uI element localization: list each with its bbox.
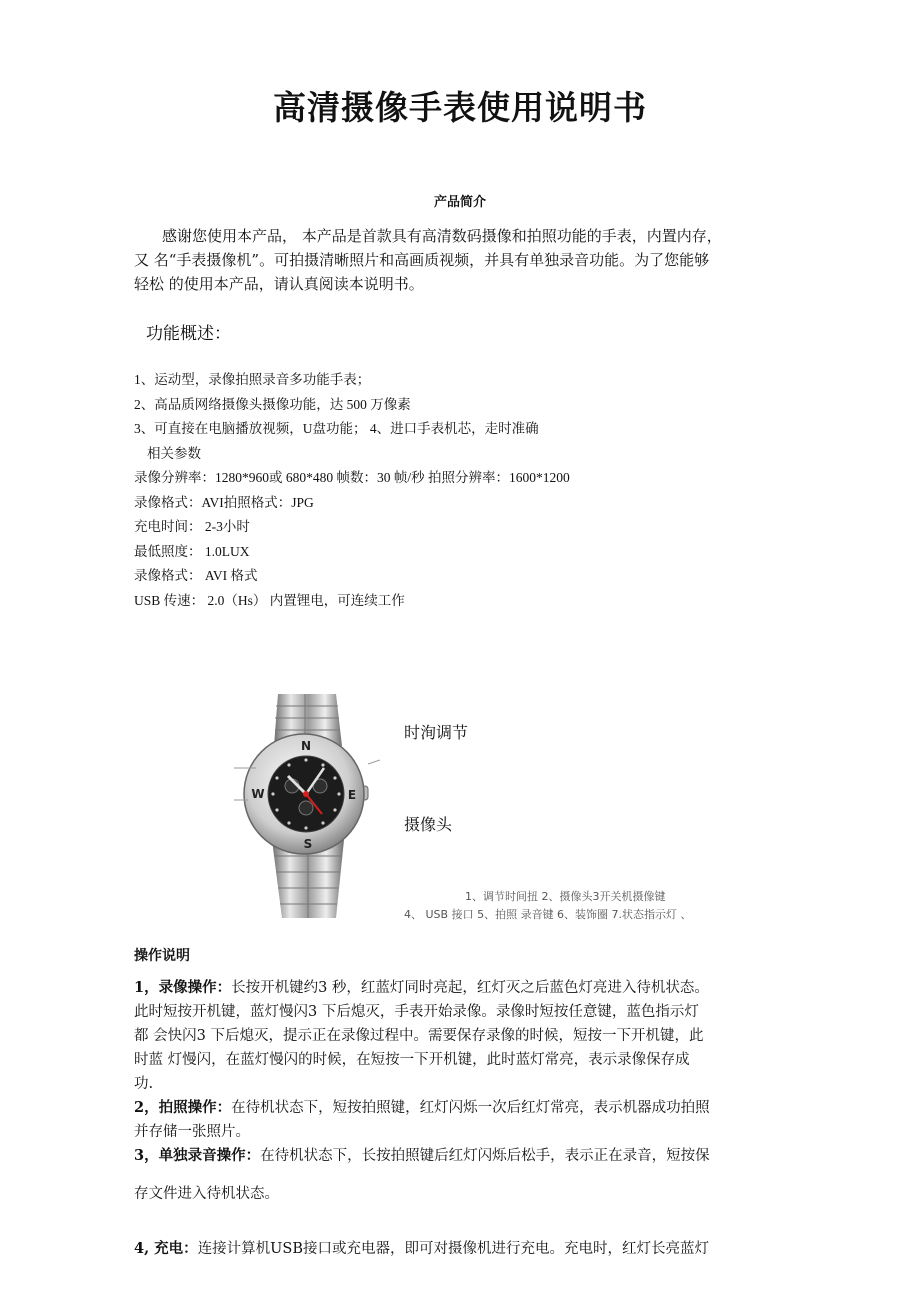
operations-heading: 操作说明 xyxy=(134,948,190,964)
operation-charge xyxy=(134,1237,789,1261)
bezel-letter-n: N xyxy=(300,739,312,753)
op-text: 存文件进入待机状态。 xyxy=(134,1186,279,1202)
param-item: 录像格式： AVI 格式 xyxy=(134,568,258,583)
param-item: 录像分辨率：1280*960或 680*480 帧数：30 帧/秒 拍照分辨率：1600*1200 xyxy=(134,470,570,485)
op-text: 长按开机键约3 秒，红蓝灯同时亮起，红灯灭之后蓝色灯亮进入待机状态。 xyxy=(231,980,709,996)
intro-paragraph xyxy=(134,224,790,296)
intro-line: 感谢您使用本产品， 本产品是首款具有高清数码摄像和拍照功能的手表，内置内存， xyxy=(162,227,722,245)
op-label: 1，录像操作： xyxy=(134,979,232,996)
operation-photo xyxy=(134,1096,789,1144)
watch-illustration xyxy=(226,690,380,922)
op-text: 此时短按开机键，蓝灯慢闪3 下后熄灭，手表开始录像。录像时短按任意键，蓝色指示灯 xyxy=(134,1004,699,1020)
features-heading: 功能概述： xyxy=(146,324,231,344)
op-label: 3，单独录音操作： xyxy=(134,1147,261,1164)
op-label: 2，拍照操作： xyxy=(134,1099,232,1116)
param-item: 最低照度： 1.0LUX xyxy=(134,543,250,559)
param-item: 充电时间： 2-3小时 xyxy=(134,519,250,534)
bezel-letter-e: E xyxy=(347,788,357,802)
op-text: 功. xyxy=(134,1076,154,1092)
callout-time-adjust: 时洵调节 xyxy=(404,723,469,742)
feature-item: 3、可直接在电脑播放视频，U盘功能； 4、进口手表机芯，走时准确 xyxy=(134,421,539,436)
op-text: 连接计算机USB接口或充电器，即可对摄像机进行充电。充电时，红灯长亮蓝灯 xyxy=(197,1241,709,1257)
op-text: 都 会快闪3 下后熄灭，提示正在录像过程中。需要保存录像的时候，短按一下开机键，此 xyxy=(134,1028,704,1044)
watch-image xyxy=(226,690,380,922)
features-list xyxy=(134,368,814,613)
op-text: 在待机状态下，短按拍照键，红灯闪烁一次后红灯常亮，表示机器成功拍照 xyxy=(231,1100,710,1116)
bezel-letter-w: W xyxy=(251,787,265,801)
intro-line: 轻松 的使用本产品，请认真阅读本说明书。 xyxy=(134,275,424,293)
figure-caption-line1: 1、调节时间扭 2、摄像头3开关机摄像键 xyxy=(465,890,666,903)
feature-item: 1、运动型，录像拍照录音多功能手表； xyxy=(134,372,371,387)
figure-caption-line2: 4、 USB 接口 5、拍照 录音键 6、装饰圈 7.状态指示灯 、 xyxy=(404,908,692,921)
intro-heading: 产品简介 xyxy=(433,195,486,210)
intro-line: 又 名“手表摄像机”。可拍摄清晰照片和高画质视频，并具有单独录音功能。为了您能够 xyxy=(134,251,710,269)
document-title: 高清摄像手表使用说明书 xyxy=(273,88,647,127)
op-text: 在待机状态下，长按拍照键后红灯闪烁后松手，表示正在录音，短按保 xyxy=(260,1148,710,1164)
operation-record xyxy=(134,976,789,1096)
param-item: 录像格式：AVI拍照格式：JPG xyxy=(134,494,314,510)
callout-camera: 摄像头 xyxy=(404,815,453,834)
bezel-letter-s: S xyxy=(303,837,313,851)
op-text: 时蓝 灯慢闪，在蓝灯慢闪的时候，在短按一下开机键，此时蓝灯常亮，表示录像保存成 xyxy=(134,1052,690,1068)
op-text: 并存储一张照片。 xyxy=(134,1124,250,1140)
op-label: 4, 充电： xyxy=(134,1240,198,1257)
param-item: USB 传速： 2.0（Hs） 内置锂电，可连续工作 xyxy=(134,592,405,608)
operation-audio xyxy=(134,1144,789,1206)
feature-item: 2、高品质网络摄像头摄像功能，达 500 万像素 xyxy=(134,396,411,412)
params-heading: 相关参数 xyxy=(147,445,201,461)
